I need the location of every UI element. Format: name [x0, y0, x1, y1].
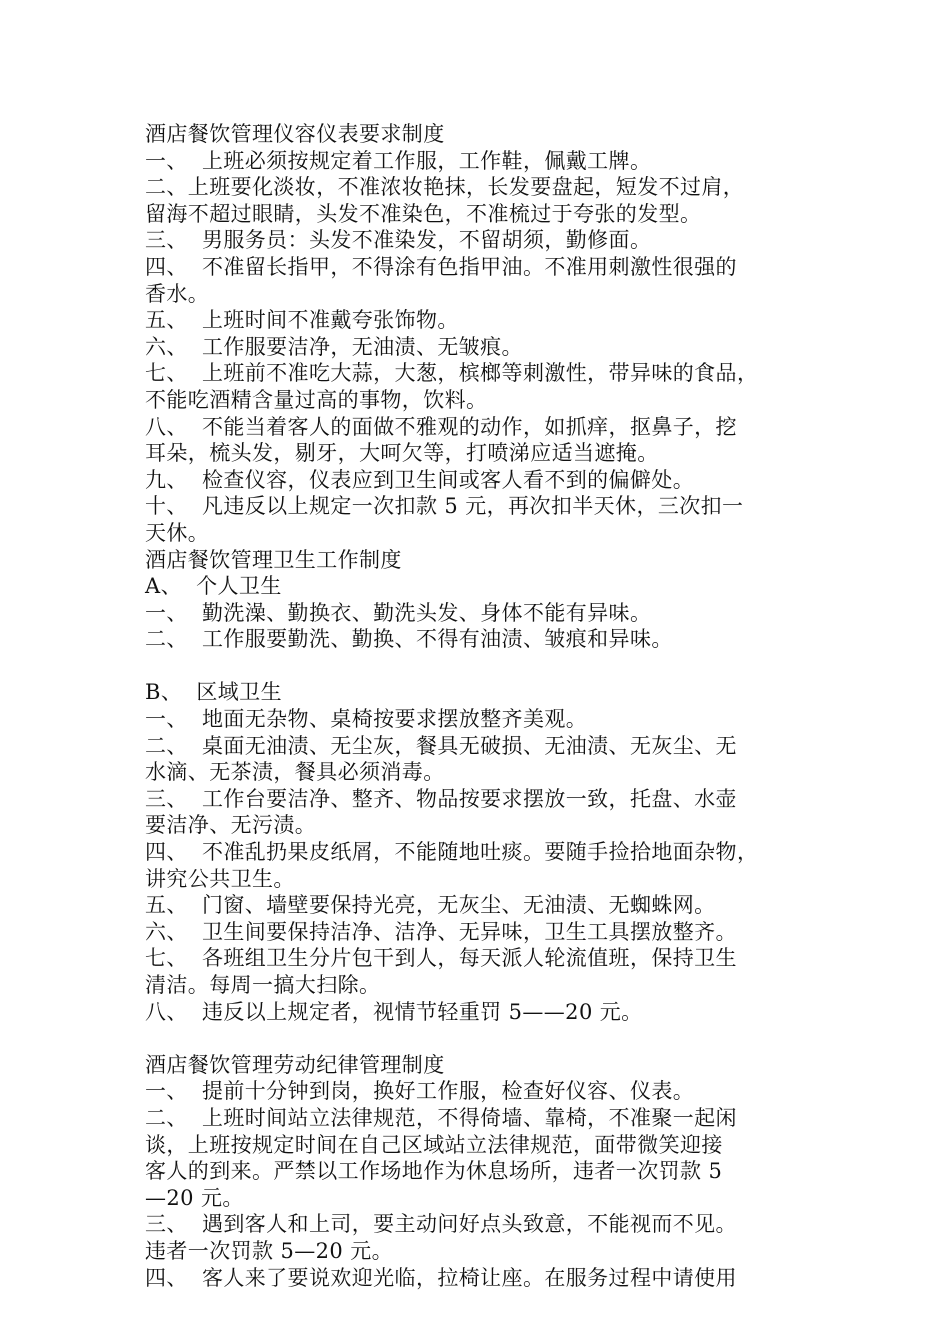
text-line: 二、 工作服要勤洗、勤换、不得有油渍、皱痕和异味。	[145, 627, 673, 652]
text-line: 耳朵，梳头发，剔牙，大呵欠等，打喷涕应适当遮掩。	[145, 441, 659, 466]
text-line: 一、 地面无杂物、桌椅按要求摆放整齐美观。	[145, 707, 588, 732]
text-line: 七、 各班组卫生分片包干到人，每天派人轮流值班，保持卫生	[145, 946, 737, 971]
text-line: 不能吃酒精含量过高的事物，饮料。	[145, 387, 488, 412]
text-line: 五、 门窗、墙壁要保持光亮，无灰尘、无油渍、无蜘蛛网。	[145, 893, 716, 918]
blank-line	[145, 653, 825, 680]
section-title: 酒店餐饮管理卫生工作制度	[145, 547, 402, 572]
text-line: 四、 不准留长指甲，不得涂有色指甲油。不准用刺激性很强的	[145, 254, 737, 279]
text-line: 二、上班要化淡妆，不准浓妆艳抹，长发要盘起，短发不过肩，	[145, 175, 745, 200]
text-line: 天休。	[145, 520, 210, 545]
text-line: 违者一次罚款 5—20 元。	[145, 1238, 394, 1263]
text-line: 留海不超过眼睛，头发不准染色，不准梳过于夸张的发型。	[145, 201, 702, 226]
text-line: 二、 桌面无油渍、无尘灰，餐具无破损、无油渍、无灰尘、无	[145, 733, 737, 758]
text-line: 九、 检查仪容，仪表应到卫生间或客人看不到的偏僻处。	[145, 467, 695, 492]
text-line: 清洁。每周一搞大扫除。	[145, 973, 381, 997]
text-line: 三、 遇到客人和上司，要主动问好点头致意，不能视而不见。	[145, 1212, 737, 1237]
text-line: 一、 上班必须按规定着工作服，工作鞋，佩戴工牌。	[145, 148, 652, 173]
text-line: 三、 工作台要洁净、整齐、物品按要求摆放一致，托盘、水壶	[145, 786, 737, 811]
text-line: 七、 上班前不准吃大蒜，大葱，槟榔等刺激性，带异味的食品，	[145, 361, 759, 386]
document-page	[145, 121, 825, 1291]
text-line: 谈，上班按规定时间在自己区域站立法律规范，面带微笑迎接	[145, 1132, 723, 1157]
text-line: 六、 工作服要洁净，无油渍、无皱痕。	[145, 334, 523, 359]
text-line: 四、 客人来了要说欢迎光临，拉椅让座。在服务过程中请使用	[145, 1265, 737, 1290]
subsection-heading: A、 个人卫生	[145, 574, 282, 599]
text-line: —20 元。	[145, 1185, 244, 1210]
text-line: 八、 不能当着客人的面做不雅观的动作，如抓痒，抠鼻子，挖	[145, 414, 737, 439]
subsection-heading: B、 区域卫生	[145, 680, 282, 705]
text-line: 客人的到来。严禁以工作场地作为休息场所，违者一次罚款 5	[145, 1159, 723, 1184]
text-line: 水滴、无茶渍，餐具必须消毒。	[145, 760, 445, 785]
text-line: 二、 上班时间站立法律规范，不得倚墙、靠椅，不准聚一起闲	[145, 1105, 737, 1130]
text-line: 八、 违反以上规定者，视情节轻重罚 5——20 元。	[145, 999, 643, 1024]
text-line: 香水。	[145, 281, 210, 306]
text-line: 一、 勤洗澡、勤换衣、勤洗头发、身体不能有异味。	[145, 600, 652, 625]
text-line: 十、 凡违反以上规定一次扣款 5 元，再次扣半天休，三次扣一	[145, 494, 744, 519]
text-line: 三、 男服务员：头发不准染发，不留胡须，勤修面。	[145, 228, 652, 253]
text-line: 六、 卫生间要保持洁净、洁净、无异味，卫生工具摆放整齐。	[145, 919, 737, 944]
text-line: 一、 提前十分钟到岗，换好工作服，检查好仪容、仪表。	[145, 1079, 695, 1104]
section-title: 酒店餐饮管理仪容仪表要求制度	[145, 122, 445, 146]
text-line: 四、 不准乱扔果皮纸屑，不能随地吐痰。要随手捡拾地面杂物，	[145, 840, 759, 865]
section-title: 酒店餐饮管理劳动纪律管理制度	[145, 1052, 445, 1077]
text-line: 要洁净、无污渍。	[145, 813, 317, 838]
text-line: 五、 上班时间不准戴夸张饰物。	[145, 308, 459, 333]
text-line: 讲究公共卫生。	[145, 866, 295, 891]
blank-line	[145, 1025, 825, 1052]
